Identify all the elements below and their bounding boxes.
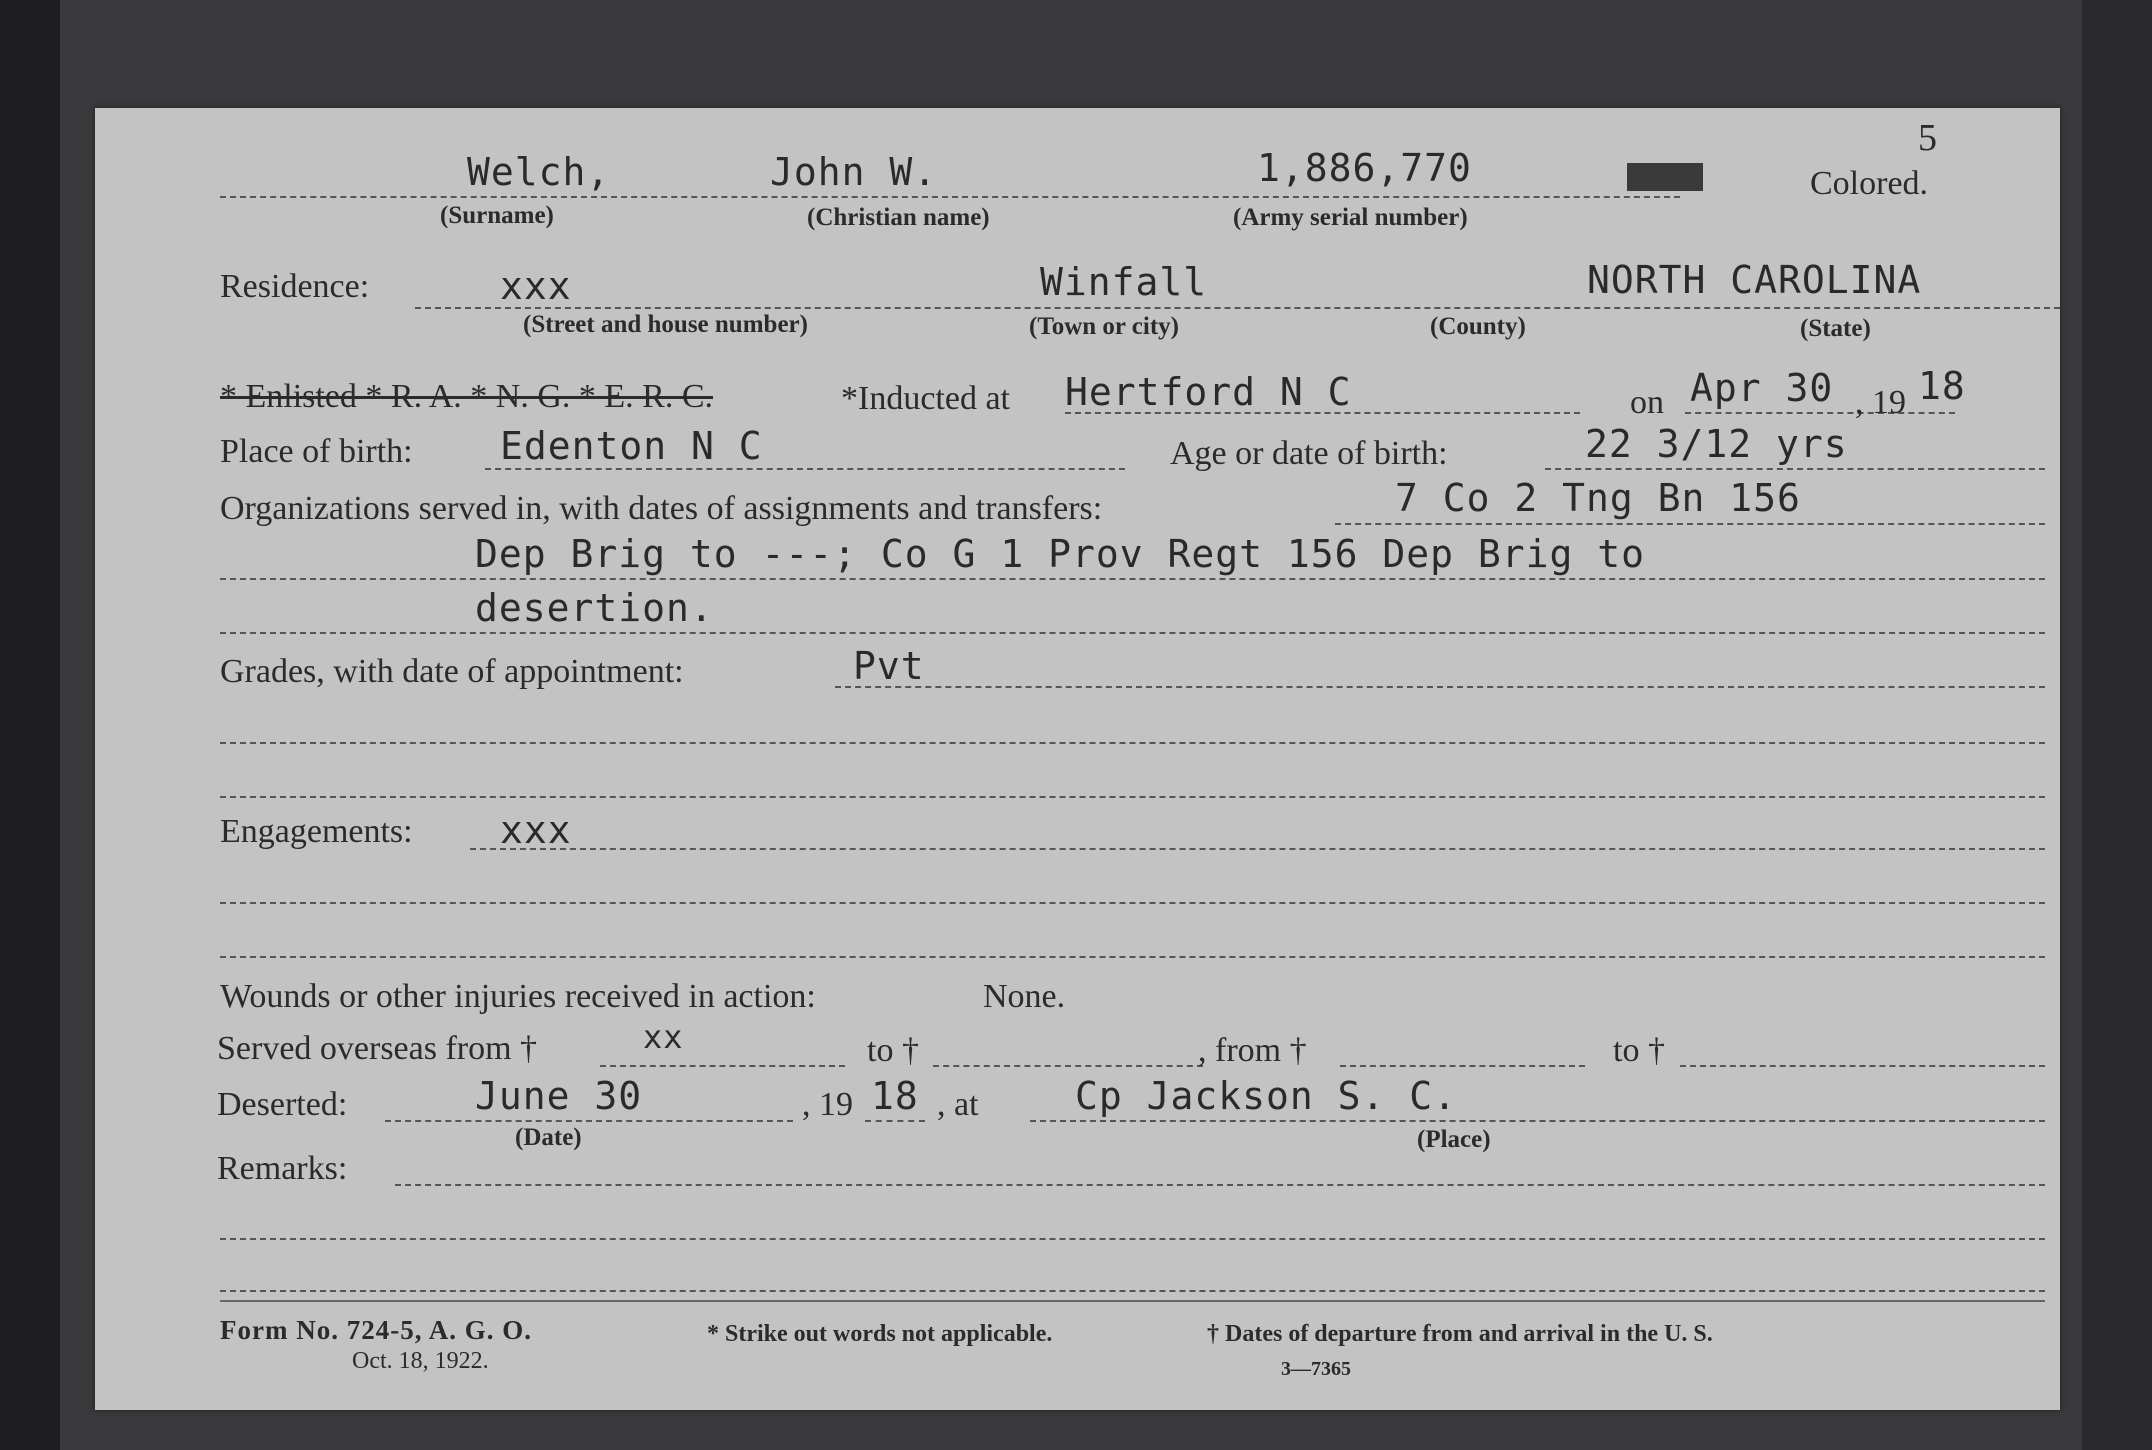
town-value: Winfall <box>1040 260 1208 304</box>
service-record-card <box>95 108 2060 1410</box>
background-edge-left <box>0 0 60 1450</box>
wounds-value: None. <box>983 978 1066 1015</box>
inducted-place-value: Hertford N C <box>1065 370 1352 414</box>
enlistment-types-struck: * Enlisted * R. A. * N. G. * E. R. C. <box>220 378 714 415</box>
organizations-line-2 <box>220 578 2045 580</box>
organizations-value-1: 7 Co 2 Tng Bn 156 <box>1395 476 1801 520</box>
remarks-line-2 <box>220 1238 2045 1240</box>
place-caption: (Place) <box>1417 1126 1491 1153</box>
date-caption: (Date) <box>515 1124 582 1151</box>
inducted-date-value: Apr 30 <box>1690 366 1834 410</box>
on-label: on <box>1630 384 1664 421</box>
grade-value: Pvt <box>853 644 925 688</box>
organizations-line-3 <box>220 632 2045 634</box>
grades-line-1 <box>835 686 2045 688</box>
card-number: 5 <box>1918 117 1937 159</box>
grades-line-2 <box>220 742 2045 744</box>
birth-place-label: Place of birth: <box>220 433 413 470</box>
overseas-from-label-2: , from † <box>1198 1032 1307 1069</box>
street-caption: (Street and house number) <box>523 311 808 338</box>
deserted-year-prefix: , 19 <box>802 1086 853 1123</box>
serial-number-caption: (Army serial number) <box>1233 204 1468 231</box>
organizations-value-2: Dep Brig to ---; Co G 1 Prov Regt 156 Dep Brig to <box>475 532 1646 576</box>
wounds-label: Wounds or other injuries received in action: <box>220 978 816 1015</box>
county-caption: (County) <box>1430 313 1526 340</box>
town-caption: (Town or city) <box>1029 313 1179 340</box>
overseas-to-label-2: to † <box>1613 1032 1665 1069</box>
organizations-label: Organizations served in, with dates of assignments and transfers: <box>220 490 1103 527</box>
age-line <box>1545 468 2045 470</box>
organizations-line-1 <box>1335 523 2045 525</box>
inducted-year-value: 18 <box>1918 364 1966 408</box>
print-code: 3—7365 <box>1281 1358 1351 1380</box>
race-label: Colored. <box>1810 165 1929 202</box>
inducted-date-line <box>1685 412 1955 414</box>
deserted-place-line <box>1030 1120 2045 1122</box>
christian-name-value: John W. <box>770 150 938 194</box>
footer-rule <box>220 1300 2045 1302</box>
name-line <box>220 196 1680 198</box>
overseas-from-value: xx <box>643 1018 684 1056</box>
form-date: Oct. 18, 1922. <box>352 1348 489 1374</box>
serial-number-value: 1,886,770 <box>1257 146 1472 190</box>
form-number: Form No. 724-5, A. G. O. <box>220 1315 532 1345</box>
birth-place-line <box>485 468 1125 470</box>
surname-caption: (Surname) <box>440 202 554 229</box>
background-edge-right <box>2082 0 2152 1450</box>
remarks-label: Remarks: <box>217 1150 348 1187</box>
race-struck-out: White <box>1629 163 1702 191</box>
deserted-year-line <box>865 1120 925 1122</box>
engagements-line-3 <box>220 956 2045 958</box>
engagements-value: xxx <box>500 808 572 852</box>
engagements-label: Engagements: <box>220 813 413 850</box>
deserted-date-line <box>385 1120 793 1122</box>
age-value: 22 3/12 yrs <box>1585 422 1848 466</box>
deserted-place-value: Cp Jackson S. C. <box>1075 1074 1458 1118</box>
deserted-date-value: June 30 <box>475 1074 643 1118</box>
inducted-label: *Inducted at <box>841 380 1010 417</box>
deserted-year-value: 18 <box>871 1074 919 1118</box>
footnote-dates: † Dates of departure from and arrival in the U. S. <box>1207 1321 1713 1347</box>
surname-value: Welch, <box>467 150 611 194</box>
overseas-from-line-2 <box>1340 1065 1585 1067</box>
christian-name-caption: (Christian name) <box>807 204 990 231</box>
birth-place-value: Edenton N C <box>500 424 763 468</box>
grades-label: Grades, with date of appointment: <box>220 653 684 690</box>
overseas-to-label: to † <box>867 1032 919 1069</box>
year-prefix: , 19 <box>1855 384 1906 421</box>
remarks-line-3 <box>220 1290 2045 1292</box>
remarks-line-1 <box>395 1184 2045 1186</box>
state-value: NORTH CAROLINA <box>1587 258 1922 302</box>
grades-line-3 <box>220 796 2045 798</box>
residence-label: Residence: <box>220 268 370 305</box>
deserted-label: Deserted: <box>217 1086 348 1123</box>
engagements-line-2 <box>220 902 2045 904</box>
state-caption: (State) <box>1800 315 1871 342</box>
organizations-value-3: desertion. <box>475 586 714 630</box>
overseas-label: Served overseas from † <box>217 1030 538 1067</box>
engagements-line-1 <box>470 848 2045 850</box>
footnote-strike-out: * Strike out words not applicable. <box>707 1321 1053 1347</box>
street-value: xxx <box>500 264 572 308</box>
at-label: , at <box>937 1086 979 1123</box>
overseas-from-line <box>600 1065 845 1067</box>
overseas-to-line-2 <box>1680 1065 2045 1067</box>
overseas-to-line <box>933 1065 1203 1067</box>
age-label: Age or date of birth: <box>1170 435 1448 472</box>
residence-line <box>415 307 2060 309</box>
